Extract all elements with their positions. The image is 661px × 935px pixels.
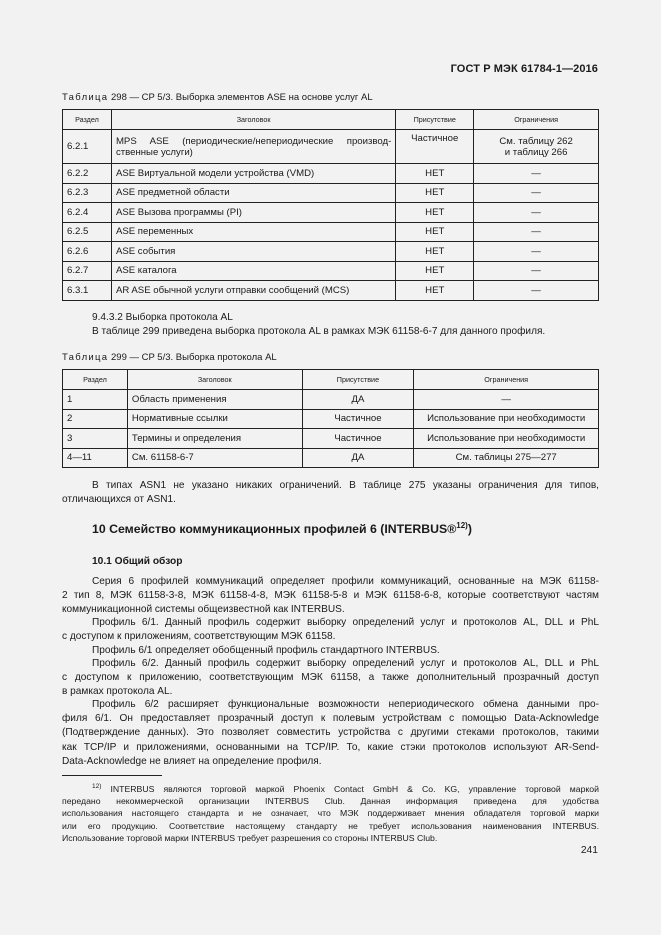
caption-text: 298 — CP 5/3. Выборка элементов ASE на основе услуг AL: [111, 92, 373, 103]
cell-limits: —: [474, 164, 599, 184]
cell-title: [111, 130, 395, 164]
table-header-row: [63, 370, 599, 390]
footnote-marker: 12): [92, 783, 102, 790]
table-row: [63, 164, 599, 184]
cell-presence: НЕТ: [396, 261, 474, 281]
col-header-title: Заголовок: [111, 110, 395, 130]
cell-section: 3: [63, 429, 128, 449]
cell-section: 6.2.7: [63, 261, 112, 281]
text-line: Профиль 6/2 расширяет функциональные возможности непериодического обмена данными про-: [92, 699, 599, 710]
cell-limits: —: [414, 390, 599, 410]
table-299-caption: [62, 352, 277, 363]
cell-section: 6.2.2: [63, 164, 112, 184]
cell-title-line: ственные услуги): [115, 146, 193, 158]
text-line: Профиль 6/1. Данный профиль содержит выборку определений услуг и протоколов AL, DLL и PhL: [92, 617, 599, 628]
cell-section: 6.2.3: [63, 183, 112, 203]
cell-limits: [474, 130, 599, 164]
table-row: [63, 448, 599, 468]
cell-presence: НЕТ: [396, 281, 474, 301]
col-header-presence: Присутствие: [396, 110, 474, 130]
paragraph-2: [62, 616, 599, 644]
table-row: [63, 281, 599, 301]
col-header-title: Заголовок: [127, 370, 302, 390]
cell-limits: Использование при необходимости: [414, 409, 599, 429]
table-row: [63, 390, 599, 410]
cell-limits: Использование при необходимости: [414, 429, 599, 449]
col-header-presence: Присутствие: [302, 370, 414, 390]
cell-limits: —: [474, 242, 599, 262]
text-line: 2 тип 8, МЭК 61158-3-8, МЭК 61158-4-8, МЭК 61158-5-8 и МЭК 61158-6-8, которые соответствуют частям: [62, 590, 599, 602]
cell-section: 2: [63, 409, 128, 429]
table-298: [62, 109, 599, 301]
table-row: [63, 203, 599, 223]
footnote-line: передано некоммерческой организации INTERBUS Club. Данная информация приведена для удобства: [62, 796, 599, 807]
cell-title: Область применения: [127, 390, 302, 410]
cell-limits: —: [474, 222, 599, 242]
caption-label: Таблица: [62, 352, 109, 363]
text-line: Профиль 6/2. Данный профиль содержит выборку определений услуг и протоколов AL, DLL и PhL: [92, 658, 599, 669]
paragraph-5: [62, 698, 599, 769]
col-header-limits: Ограничения: [474, 110, 599, 130]
cell-title: ASE предметной области: [111, 183, 395, 203]
cell-limits-line: и таблицу 266: [504, 146, 568, 158]
cell-presence: НЕТ: [396, 222, 474, 242]
text-line: (Подтверждение данных). Это позволяет совместить устройства с другими стеками протоколов, такими: [62, 727, 599, 739]
footnote-line: или его продукцию. Соответствие настоящему стандарту не требует использования наименования INTERBUS.: [62, 820, 599, 831]
cell-presence: Частичное: [302, 429, 414, 449]
table-row: [63, 409, 599, 429]
text-line: в рамках протокола AL.: [62, 686, 173, 698]
cell-title: AR ASE обычной услуги отправки сообщений (MCS): [111, 281, 395, 301]
table-header-row: [63, 110, 599, 130]
table-299: [62, 369, 599, 468]
page-number: 241: [580, 845, 598, 856]
text-line: Профиль 6/1 определяет обобщенный профиль стандартного INTERBUS.: [92, 645, 440, 656]
text-line: отличающихся от ASN1.: [62, 494, 176, 506]
table-row: [63, 130, 599, 164]
cell-presence: ДА: [302, 448, 414, 468]
subsection-text: В таблице 299 приведена выборка протокола AL в рамках МЭК 61158-6-7 для данного профиля.: [92, 326, 546, 337]
cell-presence: ДА: [302, 390, 414, 410]
text-line: филя 6/1. Он предоставляет прозрачный доступ к полевым устройствам с помощью Data-Acknowledge: [62, 713, 599, 725]
text-line: с доступом к приложениям, соответствующим МЭК 61158.: [62, 631, 336, 643]
text-line: В типах ASN1 не указано никаких ограничений. В таблице 275 указаны ограничения для типов,: [92, 480, 599, 491]
table-298-caption: [62, 92, 373, 103]
cell-section: 6.3.1: [63, 281, 112, 301]
cell-section: 1: [63, 390, 128, 410]
caption-label: Таблица: [62, 92, 109, 103]
table-row: [63, 222, 599, 242]
text-line: Серия 6 профилей коммуникаций определяет профили коммуникаций, основанные на МЭК 61158-: [92, 576, 599, 587]
cell-presence: Частичное: [396, 130, 474, 164]
table-row: [63, 261, 599, 281]
cell-limits: См. таблицы 275—277: [414, 448, 599, 468]
cell-presence: НЕТ: [396, 183, 474, 203]
cell-title: ASE переменных: [111, 222, 395, 242]
caption-text: 299 — CP 5/3. Выборка протокола AL: [111, 352, 277, 363]
col-header-section: Раздел: [63, 110, 112, 130]
cell-limits: —: [474, 203, 599, 223]
cell-presence: Частичное: [302, 409, 414, 429]
cell-section: 4—11: [63, 448, 128, 468]
standard-header: ГОСТ Р МЭК 61784-1—2016: [450, 63, 598, 75]
cell-presence: НЕТ: [396, 203, 474, 223]
table-row: [63, 183, 599, 203]
cell-presence: НЕТ: [396, 242, 474, 262]
footnote-line: использования настоящего стандарта и не означает, что МЭК поддерживает мнения обладателя торговой марки: [62, 808, 599, 819]
footnote: [62, 781, 599, 844]
cell-title: ASE Вызова программы (PI): [111, 203, 395, 223]
text-line: Data-Acknowledge не влияет на определение профиля.: [62, 755, 322, 767]
cell-presence: НЕТ: [396, 164, 474, 184]
col-header-section: Раздел: [63, 370, 128, 390]
cell-limits-line: См. таблицу 262: [499, 135, 573, 147]
cell-title: ASE события: [111, 242, 395, 262]
text-line: как TCP/IP и приложениями, основанными на TCP/IP. То, какие стэки протоколов используют AR-Send-: [62, 741, 599, 753]
footnote-text: INTERBUS являются торговой маркой Phoenix Contact GmbH & Co. KG, управление торговой маркой: [110, 783, 599, 794]
footnote-divider: [62, 775, 162, 776]
text-line: с доступом к приложению, соответствующим МЭК 61158, а также дополнительный прозрачный доступ: [62, 672, 599, 684]
cell-title-line: MPS ASE (периодические/непериодические производ-: [115, 135, 392, 147]
table-row: [63, 242, 599, 262]
cell-section: 6.2.1: [63, 130, 112, 164]
paragraph-4: [62, 657, 599, 700]
paragraph-1: [62, 575, 599, 618]
section-10-1-heading: 10.1 Общий обзор: [92, 556, 183, 567]
cell-limits: —: [474, 281, 599, 301]
footnote-line: Использование торговой марки INTERBUS требует разрешения со стороны INTERBUS Club.: [62, 832, 438, 843]
table-row: [63, 429, 599, 449]
section-title: 10 Семейство коммуникационных профилей 6 (INTERBUS®: [92, 522, 457, 537]
cell-limits: —: [474, 183, 599, 203]
footnote-ref: 12): [456, 521, 468, 530]
cell-limits: —: [474, 261, 599, 281]
cell-title: Нормативные ссылки: [127, 409, 302, 429]
cell-section: 6.2.6: [63, 242, 112, 262]
subsection-heading: 9.4.3.2 Выборка протокола AL: [92, 312, 233, 323]
asn1-paragraph: [62, 479, 599, 507]
cell-title: ASE Виртуальной модели устройства (VMD): [111, 164, 395, 184]
section-10-heading: [92, 521, 472, 536]
cell-title: См. 61158-6-7: [127, 448, 302, 468]
section-title-close: ): [467, 522, 472, 537]
cell-title: ASE каталога: [111, 261, 395, 281]
footnote-line: [62, 781, 599, 795]
cell-section: 6.2.4: [63, 203, 112, 223]
text-line: коммуникационной системы общеизвестной как INTERBUS.: [62, 604, 345, 616]
cell-title: Термины и определения: [127, 429, 302, 449]
col-header-limits: Ограничения: [414, 370, 599, 390]
cell-section: 6.2.5: [63, 222, 112, 242]
